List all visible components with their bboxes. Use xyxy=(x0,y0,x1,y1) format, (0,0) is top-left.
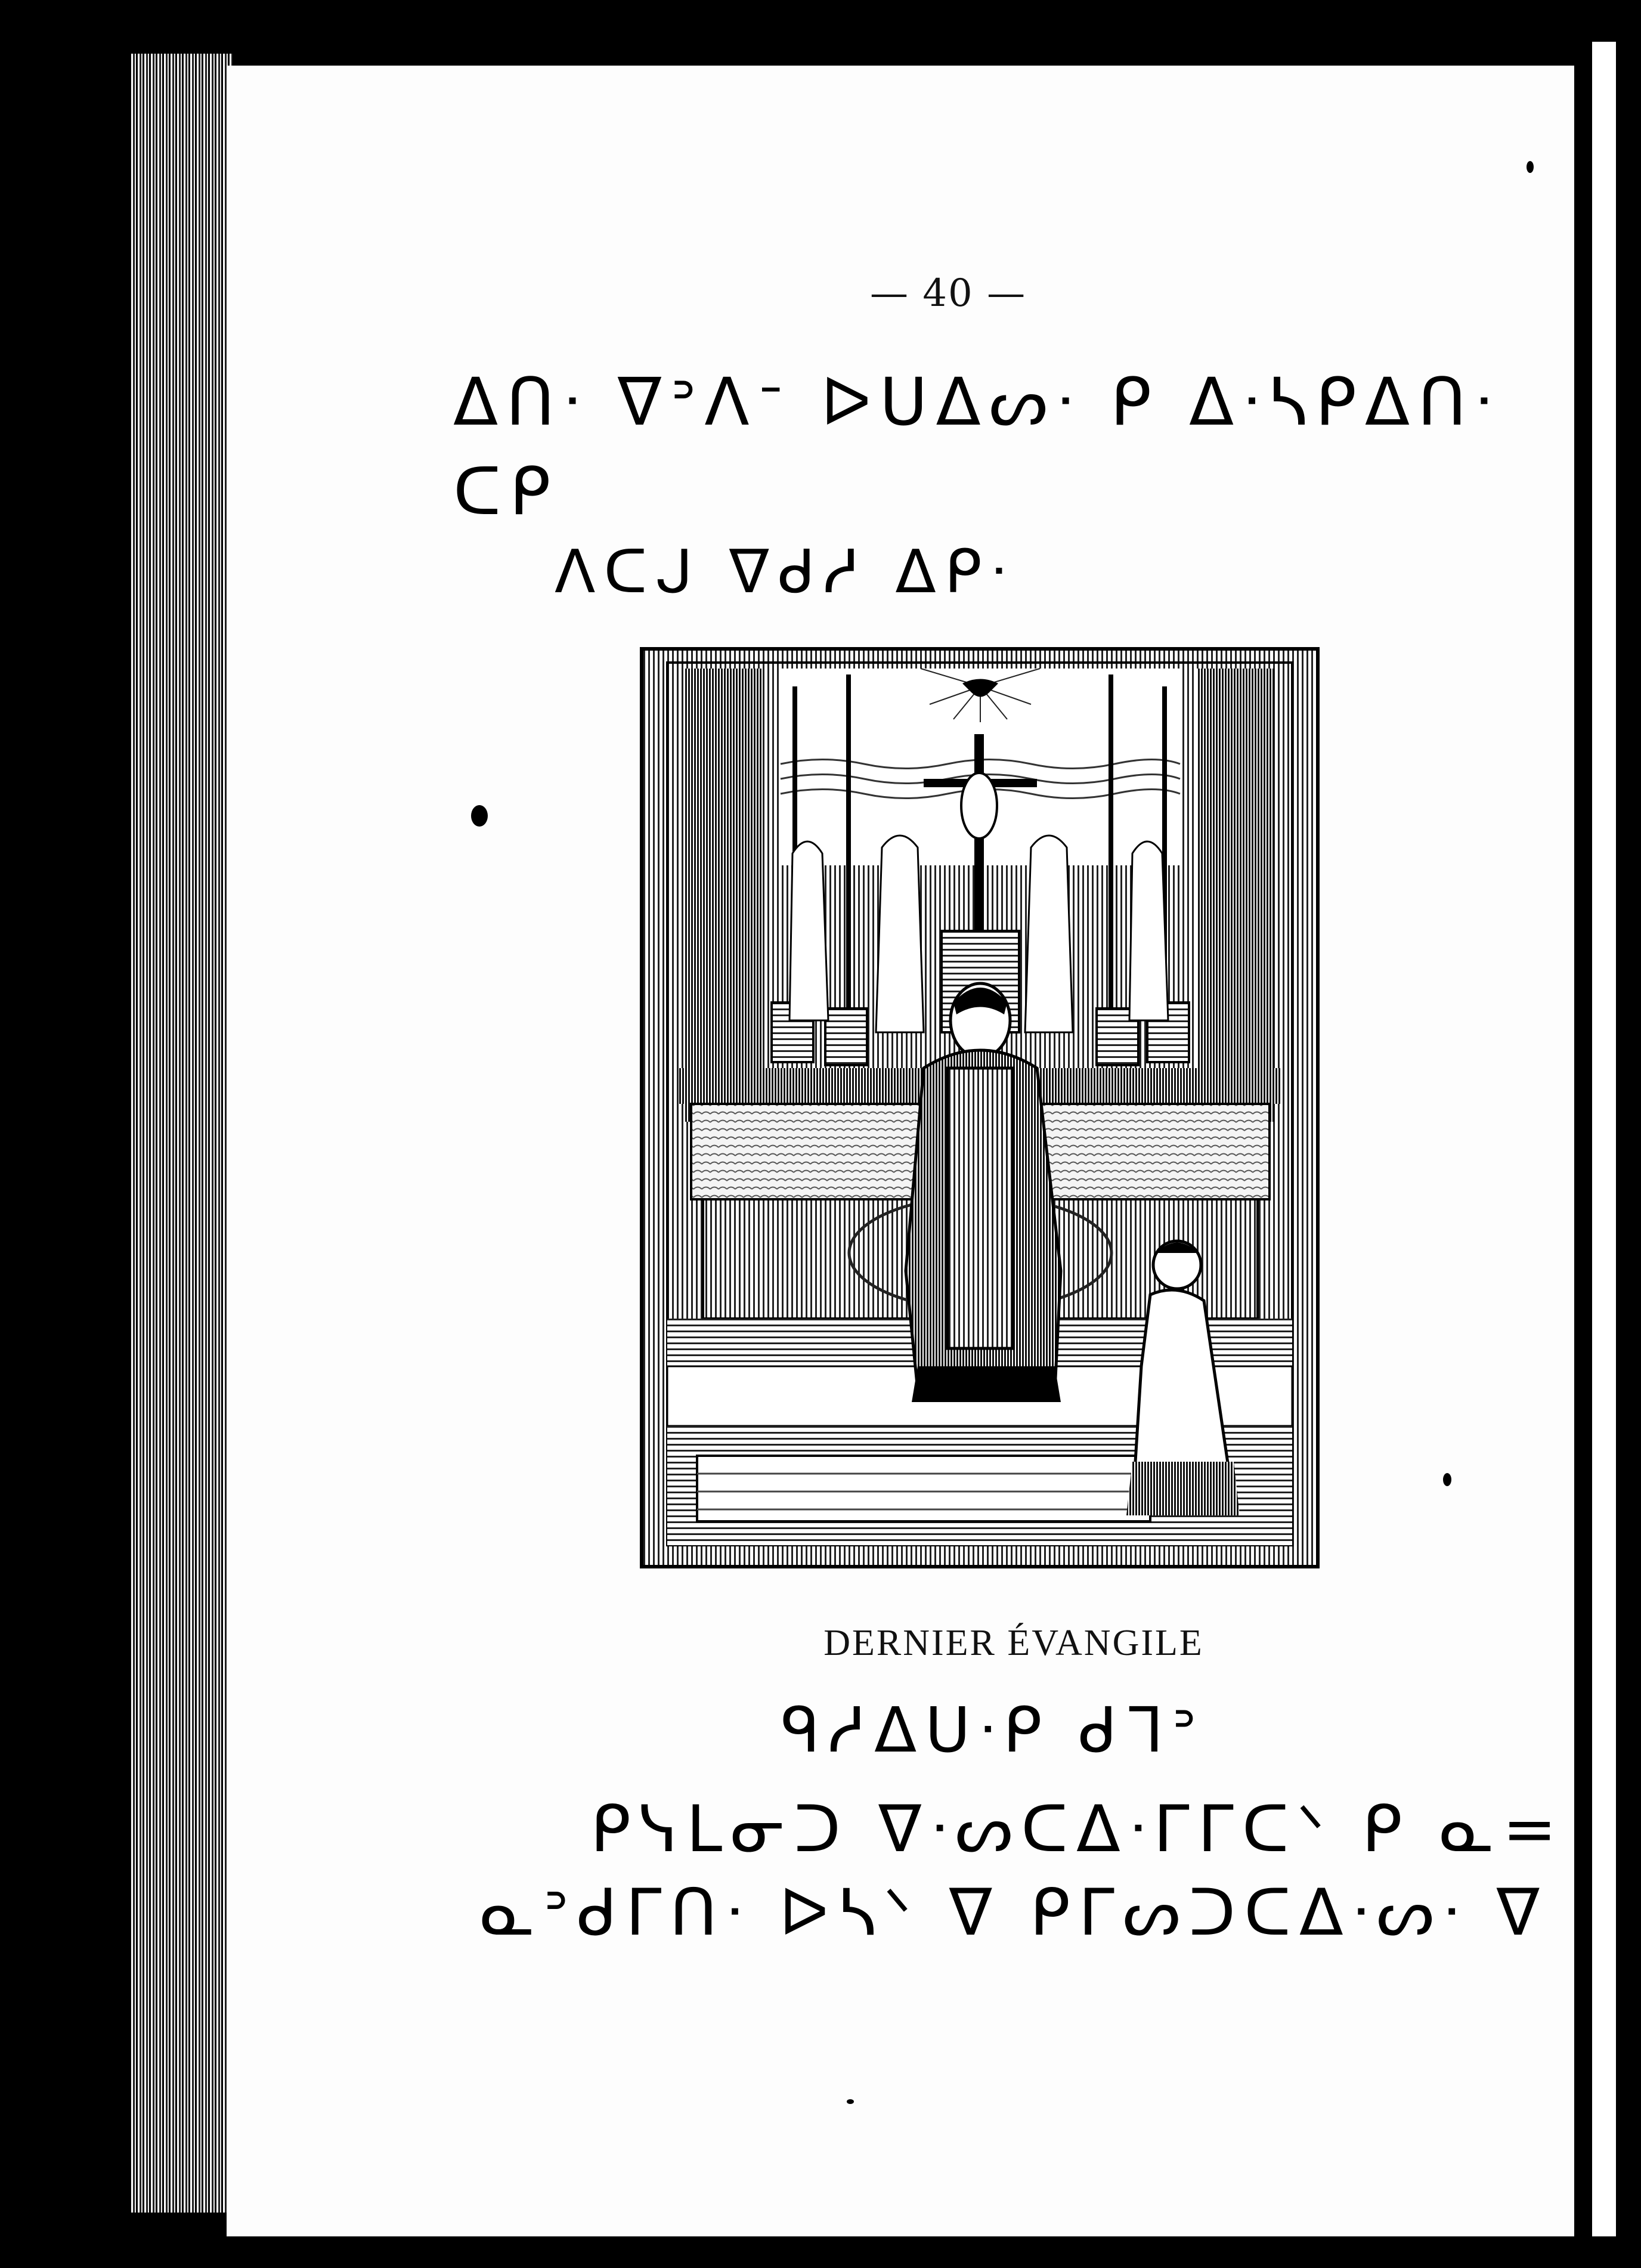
syllabic-text-line-6: ᓇᐣᑯᒥᑎᐧ ᐅᓴᐠ ᐁ ᑭᒥᔕᑐᑕᐃᐧᔕᐧ ᐁ xyxy=(480,1876,1549,1950)
syllabic-text-line-1: ᐃᑎᐧ ᐁᐣᐱᐨ ᐅᑌᐃᔕᐧ ᑭ ᐃᐧᓴᑭᐃᑎᐧ xyxy=(453,364,1500,440)
book-page-edges xyxy=(131,54,233,2213)
scan-speck xyxy=(471,805,488,827)
scan-speck xyxy=(1443,1473,1451,1486)
altar-illustration xyxy=(640,647,1320,1568)
syllabic-text-line-2: ᑕᑭ xyxy=(453,453,559,530)
facing-page-edge xyxy=(1592,42,1616,2236)
syllabic-text-line-3: ᐱᑕᒍ ᐁᑯᓱ ᐃᑭᐧ xyxy=(555,537,1014,607)
syllabic-text-line-4: ᑫᓱᐃᑌᐧᑭ ᑯᒣᐣ xyxy=(781,1694,1205,1766)
syllabic-text-line-5: ᑭᓭᒪᓂᑐ ᐁᐧᔕᑕᐃᐧᒥᒥᑕᐠ ᑭ ᓇ= xyxy=(590,1792,1565,1867)
altar-engraving xyxy=(643,651,1316,1565)
scan-speck xyxy=(1527,161,1534,173)
illustration-caption: DERNIER ÉVANGILE xyxy=(823,1623,1204,1663)
page-number: — 40 — xyxy=(869,271,1027,315)
scan-speck xyxy=(847,2099,854,2104)
